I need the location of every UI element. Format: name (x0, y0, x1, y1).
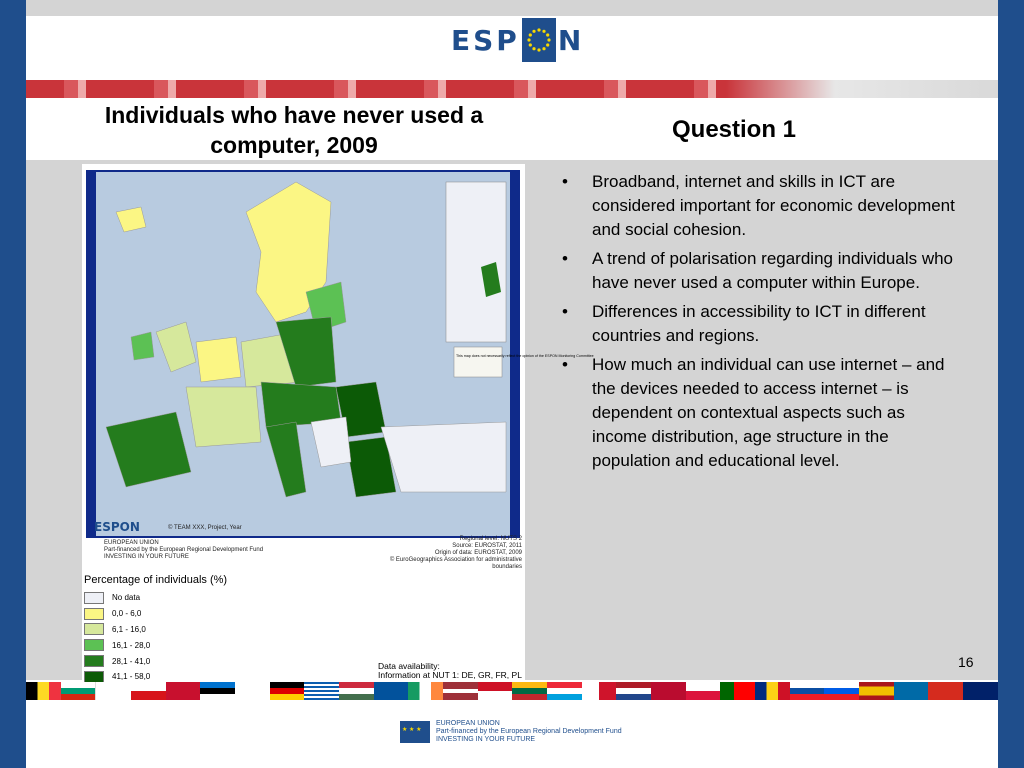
flag-finland-icon (235, 682, 270, 700)
flag-greece-icon (304, 682, 339, 700)
legend-item: 6,1 - 16,0 (84, 622, 150, 638)
flag-slovakia-icon (790, 682, 825, 700)
flag-uk-icon (963, 682, 998, 700)
map-disclaimer-note: This map does not necessarily reflect the opinion of the ESPON Monitoring Committee (456, 354, 594, 358)
slide (26, 0, 998, 768)
flag-malta-icon (582, 682, 617, 700)
legend-item: 16,1 - 28,0 (84, 637, 150, 653)
legend-swatch (84, 608, 104, 620)
legend-swatch (84, 623, 104, 635)
flag-liechtenstein-icon (478, 682, 513, 700)
flag-czechia-icon (131, 682, 166, 700)
logo-text-right: N (557, 23, 585, 57)
flag-norway-icon (651, 682, 686, 700)
bullet-item: • A trend of polarisation regarding individuals who have never used a computer within Europe. (562, 249, 954, 292)
flag-germany-icon (270, 682, 305, 700)
map-eu-credit: EUROPEAN UNION Part-financed by the European Regional Development Fund INVESTING IN YOUR FUTURE (104, 540, 264, 560)
page-number: 16 (958, 654, 974, 670)
bullet-item: • Differences in accessibility to ICT in different countries and regions. (562, 302, 926, 345)
flag-denmark-icon (166, 682, 201, 700)
espon-logo (451, 18, 584, 62)
logo-text-left: ESP (451, 23, 520, 57)
flag-romania-icon (755, 682, 790, 700)
legend-swatch (84, 639, 104, 651)
flag-belgium-icon (26, 682, 61, 700)
flag-portugal-icon (720, 682, 755, 700)
question-title: Question 1 (672, 116, 797, 143)
flag-cyprus-icon (95, 682, 131, 700)
europe-map-graphic (96, 172, 594, 536)
flag-poland-icon (686, 682, 721, 700)
legend-swatch (84, 592, 104, 604)
legend-swatch (84, 655, 104, 667)
map-legend (84, 590, 150, 685)
legend-item: 0,0 - 6,0 (84, 606, 150, 622)
flag-bulgaria-icon (61, 682, 96, 700)
legend-title: Percentage of individuals (%) (84, 574, 228, 586)
flag-estonia-icon (200, 682, 235, 700)
flag-latvia-icon (443, 682, 478, 700)
slide-title: Individuals who have never used a computer, 2009 (104, 102, 484, 158)
top-band (26, 0, 998, 16)
flag-sweden-icon (894, 682, 929, 700)
map-espon-logo: ESPON (94, 520, 140, 534)
flag-ireland-icon (408, 682, 443, 700)
eu-flags-strip (26, 682, 998, 700)
eu-stars-icon (522, 18, 556, 62)
flag-spain-icon (859, 682, 894, 700)
bullet-item: • How much an individual can use internet – and the devices needed to access internet – is dependent on contextual aspects such as income distribution, age structure in the population and educational level. (562, 355, 945, 470)
flag-slovenia-icon (824, 682, 859, 700)
eu-flag-icon (400, 721, 430, 743)
bullet-item: • Broadband, internet and skills in ICT are considered important for economic development and social cohesion. (562, 172, 955, 239)
flag-netherlands-icon (616, 682, 651, 700)
flag-hungary-icon (339, 682, 374, 700)
legend-item: 41,1 - 58,0 (84, 669, 150, 685)
map-source-credit: Regional level: NUTS 2 Source: EUROSTAT, 2011 Origin of data: EUROSTAT, 2009 © EuroGeographics Association for administrative boundaries (389, 536, 522, 570)
decorative-map-band-fade (726, 80, 998, 98)
map-sea (96, 172, 594, 536)
flag-lithuania-icon (512, 682, 547, 700)
map-card (82, 164, 594, 682)
eu-funding-footer (400, 720, 622, 744)
bullet-list (562, 170, 962, 478)
footer-text: EUROPEAN UNION Part-financed by the European Regional Development Fund INVESTING IN YOUR FUTURE (436, 720, 622, 743)
flag-iceland-icon (374, 682, 409, 700)
map-team-credit: © TEAM XXX, Project, Year (168, 525, 242, 531)
legend-item: No data (84, 590, 150, 606)
flag-switzerland-icon (928, 682, 963, 700)
legend-item: 28,1 - 41,0 (84, 653, 150, 669)
data-availability: Data availability: Information at NUT 1: DE, GR, FR, PL (378, 661, 522, 680)
flag-luxembourg-icon (547, 682, 582, 700)
europe-map (86, 170, 594, 538)
